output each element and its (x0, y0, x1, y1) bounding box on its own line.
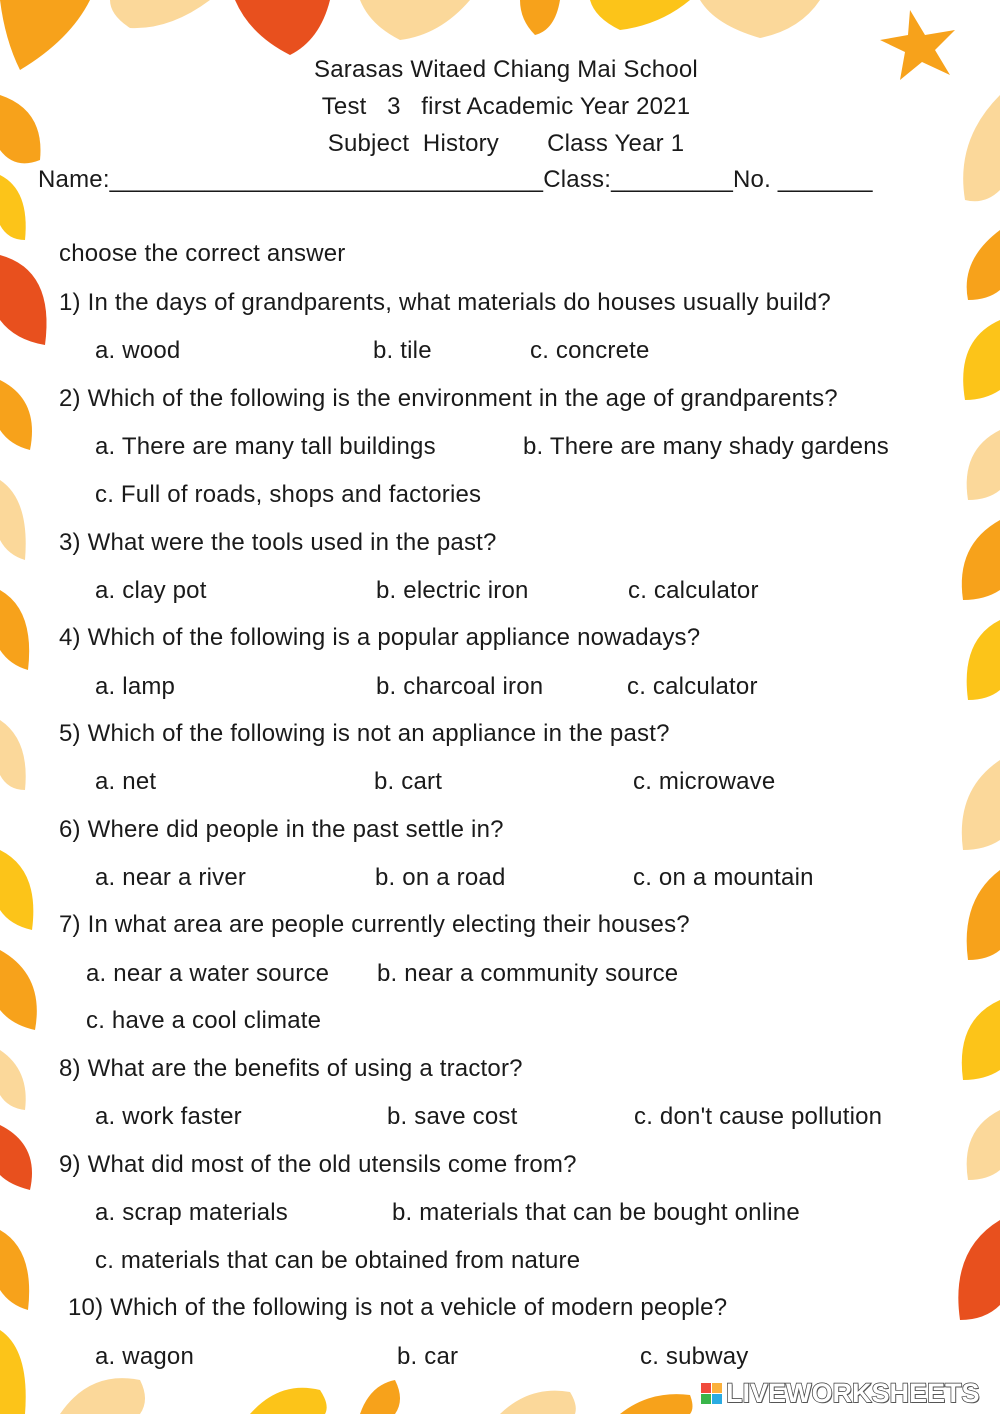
q9-option-b[interactable]: b. materials that can be bought online (392, 1199, 800, 1226)
q7-option-a[interactable]: a. near a water source (86, 960, 330, 987)
liveworksheets-brand-text: LIVEWORKSHEETS (726, 1377, 980, 1408)
q9-option-a[interactable]: a. scrap materials (95, 1199, 288, 1226)
q8-option-b[interactable]: b. save cost (387, 1103, 518, 1130)
q2-option-b[interactable]: b. There are many shady gardens (523, 433, 889, 460)
leaf-icon (967, 230, 1000, 300)
leaf-icon (360, 0, 470, 40)
q6-option-b[interactable]: b. on a road (375, 864, 506, 891)
leaf-icon (250, 1388, 327, 1414)
liveworksheets-logo-icon (700, 1382, 722, 1404)
leaf-icon (967, 870, 1000, 960)
leaf-icon (0, 950, 37, 1030)
q9-option-c[interactable]: c. materials that can be obtained from nature (95, 1247, 581, 1274)
question-4: 4) Which of the following is a popular appliance nowadays? (59, 624, 701, 651)
leaf-icon (620, 1394, 693, 1414)
q3-option-c[interactable]: c. calculator (628, 577, 759, 604)
test-title: Test 3 first Academic Year 2021 (321, 93, 691, 120)
leaf-icon (967, 620, 1000, 700)
leaf-icon (962, 520, 1000, 600)
leaf-icon (0, 1230, 29, 1310)
q3-option-a[interactable]: a. clay pot (95, 577, 207, 604)
q1-option-a[interactable]: a. wood (95, 337, 181, 364)
q10-option-c[interactable]: c. subway (640, 1343, 749, 1370)
leaf-icon (958, 1220, 1000, 1320)
q8-option-a[interactable]: a. work faster (95, 1103, 242, 1130)
q5-option-c[interactable]: c. microwave (633, 768, 776, 795)
leaf-icon (0, 175, 26, 240)
leaf-icon (0, 720, 26, 790)
leaf-icon (0, 850, 33, 930)
question-5: 5) Which of the following is not an appliance in the past? (59, 720, 670, 747)
flower-icon (360, 1380, 400, 1414)
leaf-icon (967, 1110, 1000, 1180)
q6-option-c[interactable]: c. on a mountain (633, 864, 814, 891)
leaf-icon (0, 590, 29, 670)
question-3: 3) What were the tools used in the past? (59, 529, 497, 556)
leaf-icon (60, 1378, 145, 1414)
q1-option-b[interactable]: b. tile (373, 337, 432, 364)
leaf-icon (962, 1000, 1000, 1080)
q2-option-c[interactable]: c. Full of roads, shops and factories (95, 481, 482, 508)
question-9: 9) What did most of the old utensils come from? (59, 1151, 577, 1178)
school-name: Sarasas Witaed Chiang Mai School (314, 56, 698, 83)
leaf-icon (967, 430, 1000, 500)
leaf-icon (500, 1391, 576, 1414)
subject-line: Subject History Class Year 1 (327, 130, 685, 157)
leaf-icon (0, 255, 47, 345)
leaf-icon (963, 320, 1000, 400)
leaf-icon (962, 760, 1000, 850)
q3-option-b[interactable]: b. electric iron (376, 577, 529, 604)
q7-option-b[interactable]: b. near a community source (377, 960, 679, 987)
name-class-no-line: Name:________________________________Class:_________No. _______ (38, 166, 873, 193)
leaf-icon (700, 0, 820, 38)
q2-option-a[interactable]: a. There are many tall buildings (95, 433, 436, 460)
leaf-icon (235, 0, 330, 55)
leaf-icon (0, 1125, 32, 1190)
q6-option-a[interactable]: a. near a river (95, 864, 247, 891)
q5-option-a[interactable]: a. net (95, 768, 157, 795)
leaf-icon (0, 380, 32, 450)
q4-option-b[interactable]: b. charcoal iron (376, 673, 544, 700)
leaf-icon (0, 1330, 26, 1414)
question-7: 7) In what area are people currently electing their houses? (59, 911, 690, 938)
leaf-icon (0, 480, 26, 560)
question-8: 8) What are the benefits of using a tractor? (59, 1055, 523, 1082)
question-1: 1) In the days of grandparents, what materials do houses usually build? (59, 289, 831, 316)
q4-option-c[interactable]: c. calculator (627, 673, 758, 700)
q1-option-c[interactable]: c. concrete (530, 337, 650, 364)
q5-option-b[interactable]: b. cart (374, 768, 443, 795)
question-6: 6) Where did people in the past settle in? (59, 816, 504, 843)
q4-option-a[interactable]: a. lamp (95, 673, 176, 700)
question-2: 2) Which of the following is the environment in the age of grandparents? (59, 385, 838, 412)
q7-option-c[interactable]: c. have a cool climate (86, 1007, 322, 1034)
q10-option-a[interactable]: a. wagon (95, 1343, 195, 1370)
q10-option-b[interactable]: b. car (397, 1343, 459, 1370)
question-10: 10) Which of the following is not a vehicle of modern people? (68, 1294, 728, 1321)
q8-option-c[interactable]: c. don't cause pollution (634, 1103, 883, 1130)
instructions: choose the correct answer (59, 240, 346, 267)
leaf-icon (110, 0, 210, 28)
leaf-icon (590, 0, 690, 30)
liveworksheets-logo[interactable] (700, 1376, 995, 1410)
leaf-icon (0, 1050, 26, 1110)
leaf-icon (520, 0, 560, 35)
